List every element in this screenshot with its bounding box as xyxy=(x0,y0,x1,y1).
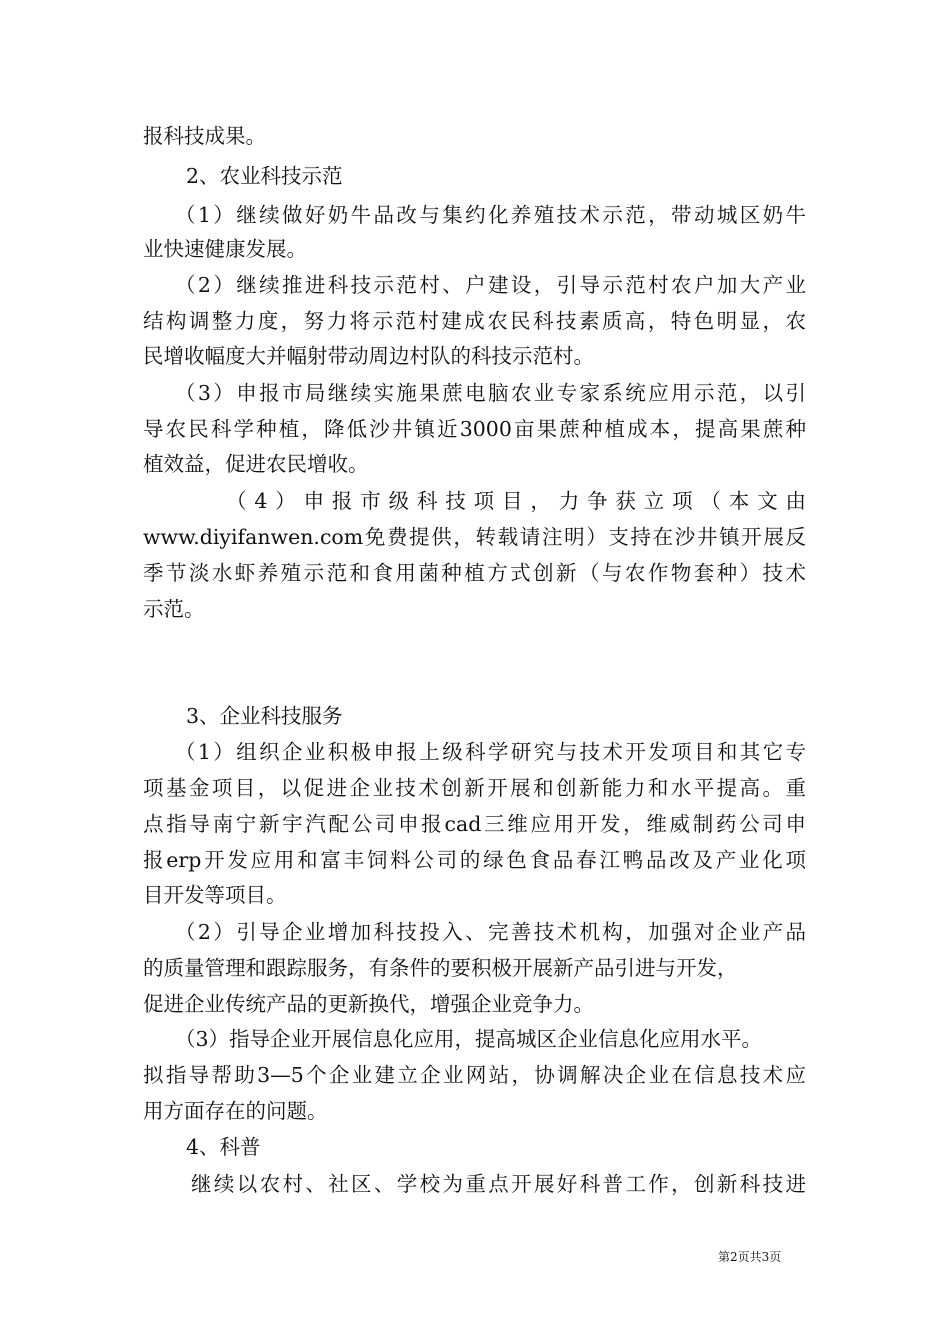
body-line: 报科技成果。 xyxy=(143,124,266,148)
section-heading: 2、农业科技示范 xyxy=(186,164,343,188)
body-line: 项基金项目，以促进企业技术创新开展和创新能力和水平提高。重 xyxy=(143,776,806,800)
body-line: （1）组织企业积极申报上级科学研究与技术开发项目和其它专 xyxy=(175,740,806,764)
page-number: 第2页共3页 xyxy=(718,1250,782,1264)
body-line: www.diyifanwen.com免费提供，转载请注明）支持在沙井镇开展反 xyxy=(143,525,806,549)
section-heading: 3、企业科技服务 xyxy=(186,704,343,728)
body-line: 导农民科学种植，降低沙井镇近3000亩果蔗种植成本，提高果蔗种 xyxy=(143,417,806,441)
body-line: （4）申报市级科技项目，力争获立项（本文由 xyxy=(226,489,806,513)
body-line: 结构调整力度，努力将示范村建成农民科技素质高，特色明显，农 xyxy=(143,309,806,333)
body-line: （3）申报市局继续实施果蔗电脑农业专家系统应用示范，以引 xyxy=(175,381,806,405)
body-line: 报erp开发应用和富丰饲料公司的绿色食品春江鸭品改及产业化项 xyxy=(143,848,806,872)
body-line: （2）引导企业增加科技投入、完善技术机构，加强对企业产品 xyxy=(175,920,806,944)
body-line: 的质量管理和跟踪服务，有条件的要积极开展新产品引进与开发， xyxy=(143,956,738,980)
body-line: （2）继续推进科技示范村、户建设，引导示范村农户加大产业 xyxy=(175,273,806,297)
body-line: 用方面存在的问题。 xyxy=(143,1099,328,1123)
body-line: 促进企业传统产品的更新换代，增强企业竞争力。 xyxy=(143,992,594,1016)
section-heading: 4、科普 xyxy=(186,1135,261,1159)
body-line: 示范。 xyxy=(143,597,205,621)
body-line: 民增收幅度大并幅射带动周边村队的科技示范村。 xyxy=(143,344,594,368)
body-line: （1）继续做好奶牛品改与集约化养殖技术示范，带动城区奶牛 xyxy=(175,203,806,227)
body-line: 继续以农村、社区、学校为重点开展好科普工作，创新科技进 xyxy=(191,1172,806,1196)
body-line: 拟指导帮助3—5个企业建立企业网站，协调解决企业在信息技术应 xyxy=(143,1063,806,1087)
body-line: （3）指导企业开展信息化应用，提高城区企业信息化应用水平。 xyxy=(175,1027,763,1051)
body-line: 植效益，促进农民增收。 xyxy=(143,452,369,476)
body-line: 点指导南宁新宇汽配公司申报cad三维应用开发，维威制药公司申 xyxy=(143,812,806,836)
body-line: 业快速健康发展。 xyxy=(143,237,307,261)
body-line: 目开发等项目。 xyxy=(143,883,287,907)
body-line: 季节淡水虾养殖示范和食用菌种植方式创新（与农作物套种）技术 xyxy=(143,561,806,585)
